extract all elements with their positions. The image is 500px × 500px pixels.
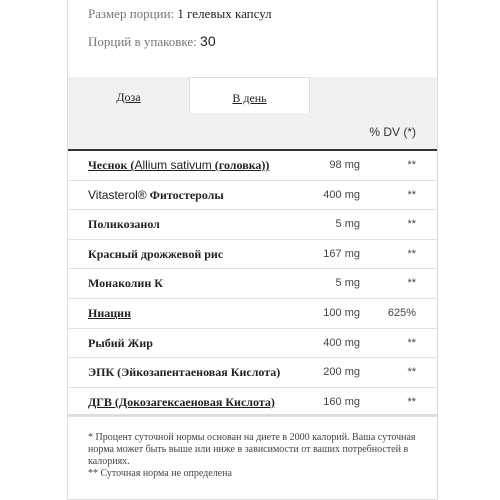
table-row [68,240,437,270]
nutrient-table [68,151,437,417]
nutrient-name [88,336,153,351]
nutrient-name-part: Монаколин К [88,276,163,291]
nutrient-name-part: Красный дрожжевой рис [88,246,224,261]
supplement-facts-panel [67,0,438,500]
nutrient-name-latin: Allium sativum [134,158,212,172]
nutrient-name-link[interactable] [88,306,131,321]
nutrient-name-link[interactable] [88,395,275,410]
tab-dose-label: Доза [116,90,141,104]
nutrient-amount: 400 mg [323,188,360,201]
nutrient-dv: 625% [387,306,416,319]
nutrient-dv: ** [407,336,416,349]
nutrient-amount: 100 mg [323,306,360,319]
servings-per-container-value: 30 [200,33,216,49]
nutrient-amount: 160 mg [323,395,360,408]
nutrient-dv: ** [407,395,416,408]
table-row [68,181,437,211]
nutrient-name-latin: Vitasterol® [88,187,147,202]
dv-header-label: % DV (*) [369,125,416,139]
nutrient-name [88,188,224,203]
table-row [68,269,437,299]
tab-per-day[interactable] [189,77,310,113]
nutrient-name-part: Ниацин [88,305,131,320]
nutrient-amount: 200 mg [323,366,360,379]
nutrient-amount: 98 mg [329,159,360,171]
table-row [68,329,437,359]
nutrient-name-part: Чеснок ( [88,158,135,172]
nutrient-amount: 5 mg [335,277,360,290]
table-row [68,210,437,240]
serving-size [88,6,272,22]
serving-size-label: Размер порции: [88,6,175,21]
nutrient-dv: ** [407,247,416,260]
tab-bar [68,77,437,113]
dv-header [68,113,437,151]
nutrient-name [88,217,160,232]
nutrient-dv: ** [407,159,416,171]
nutrient-amount: 167 mg [323,247,360,260]
footnote-daily-value: * Процент суточной нормы основан на диете в 2000 калорий. Ваша суточная норма может быть выше или ниже в зависимости от ваших потребностей в калориях. [88,432,416,467]
nutrient-name-part: Фитостеролы [146,187,224,202]
table-row[interactable] [68,388,437,418]
nutrient-name-part: Поликозанол [88,217,160,232]
servings-per-container [88,33,216,50]
nutrient-amount: 5 mg [335,218,360,231]
nutrient-name-part: (головка)) [211,158,270,172]
serving-size-value: 1 гелевых капсул [177,6,272,21]
tab-per-day-label: В день [232,91,267,105]
tab-dose[interactable] [68,77,189,113]
nutrient-name [88,247,223,262]
nutrient-dv: ** [407,188,416,201]
nutrient-name-part: ЭПК (Эйкозапентаеновая Кислота) [88,365,281,380]
nutrient-name-link[interactable] [88,158,269,173]
nutrient-name-part: ДГВ (Докозагексаеновая Кислота) [88,394,275,409]
nutrient-dv: ** [407,218,416,231]
table-row[interactable] [68,151,437,181]
table-row[interactable] [68,299,437,329]
nutrient-dv: ** [407,277,416,290]
nutrient-name-part: Рыбий Жир [88,335,153,350]
footnote-not-established: ** Суточная норма не определена [88,468,232,479]
servings-per-container-label: Порций в упаковке: [88,34,197,49]
table-row [68,358,437,388]
nutrient-name [88,365,280,380]
nutrient-amount: 400 mg [323,336,360,349]
nutrient-name [88,276,163,291]
footnotes [88,432,423,480]
nutrient-dv: ** [407,366,416,379]
footer-divider [68,414,437,416]
